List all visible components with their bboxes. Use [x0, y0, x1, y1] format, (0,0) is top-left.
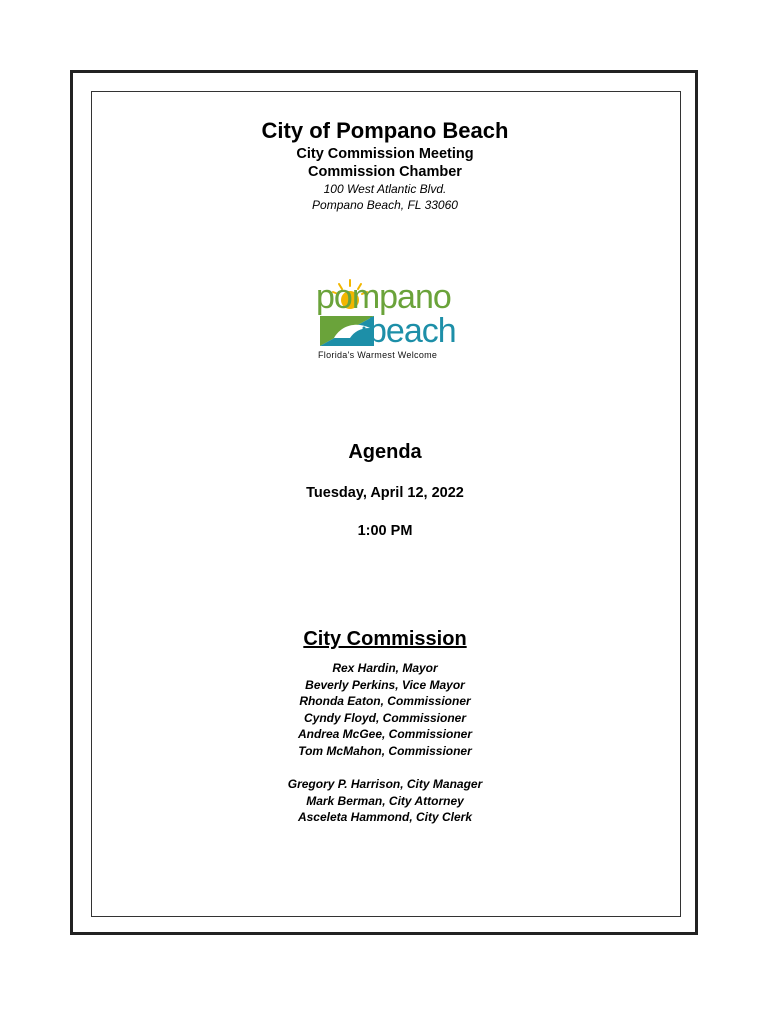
logo-word-pompano: pompano — [316, 278, 451, 316]
meeting-date: Tuesday, April 12, 2022 — [306, 485, 464, 501]
list-item: Beverly Perkins, Vice Mayor — [305, 677, 465, 692]
city-title: City of Pompano Beach — [261, 118, 509, 143]
commission-members-list — [0, 660, 770, 760]
list-item: Mark Berman, City Attorney — [306, 793, 464, 808]
list-item: Rex Hardin, Mayor — [332, 661, 438, 675]
meeting-location: Commission Chamber — [308, 164, 462, 180]
meeting-time: 1:00 PM — [357, 523, 413, 539]
city-staff-list — [0, 776, 770, 826]
list-item: Asceleta Hammond, City Clerk — [297, 810, 473, 825]
address-line-2: Pompano Beach, FL 33060 — [312, 198, 458, 212]
list-item: Tom McMahon, Commissioner — [298, 743, 472, 758]
list-item: Andrea McGee, Commissioner — [297, 727, 473, 742]
meeting-name: City Commission Meeting — [296, 146, 474, 162]
list-item: Rhonda Eaton, Commissioner — [299, 694, 471, 709]
list-item: Cyndy Floyd, Commissioner — [303, 710, 467, 725]
logo-tagline: Florida's Warmest Welcome — [318, 350, 438, 360]
agenda-title: Agenda — [348, 441, 422, 463]
logo-word-beach: beach — [368, 312, 456, 350]
fish-wave-icon — [320, 316, 374, 346]
address-line-1: 100 West Atlantic Blvd. — [323, 182, 447, 196]
pompano-beach-logo — [316, 276, 456, 364]
list-item: Gregory P. Harrison, City Manager — [287, 777, 483, 791]
commission-heading: City Commission — [303, 628, 467, 650]
